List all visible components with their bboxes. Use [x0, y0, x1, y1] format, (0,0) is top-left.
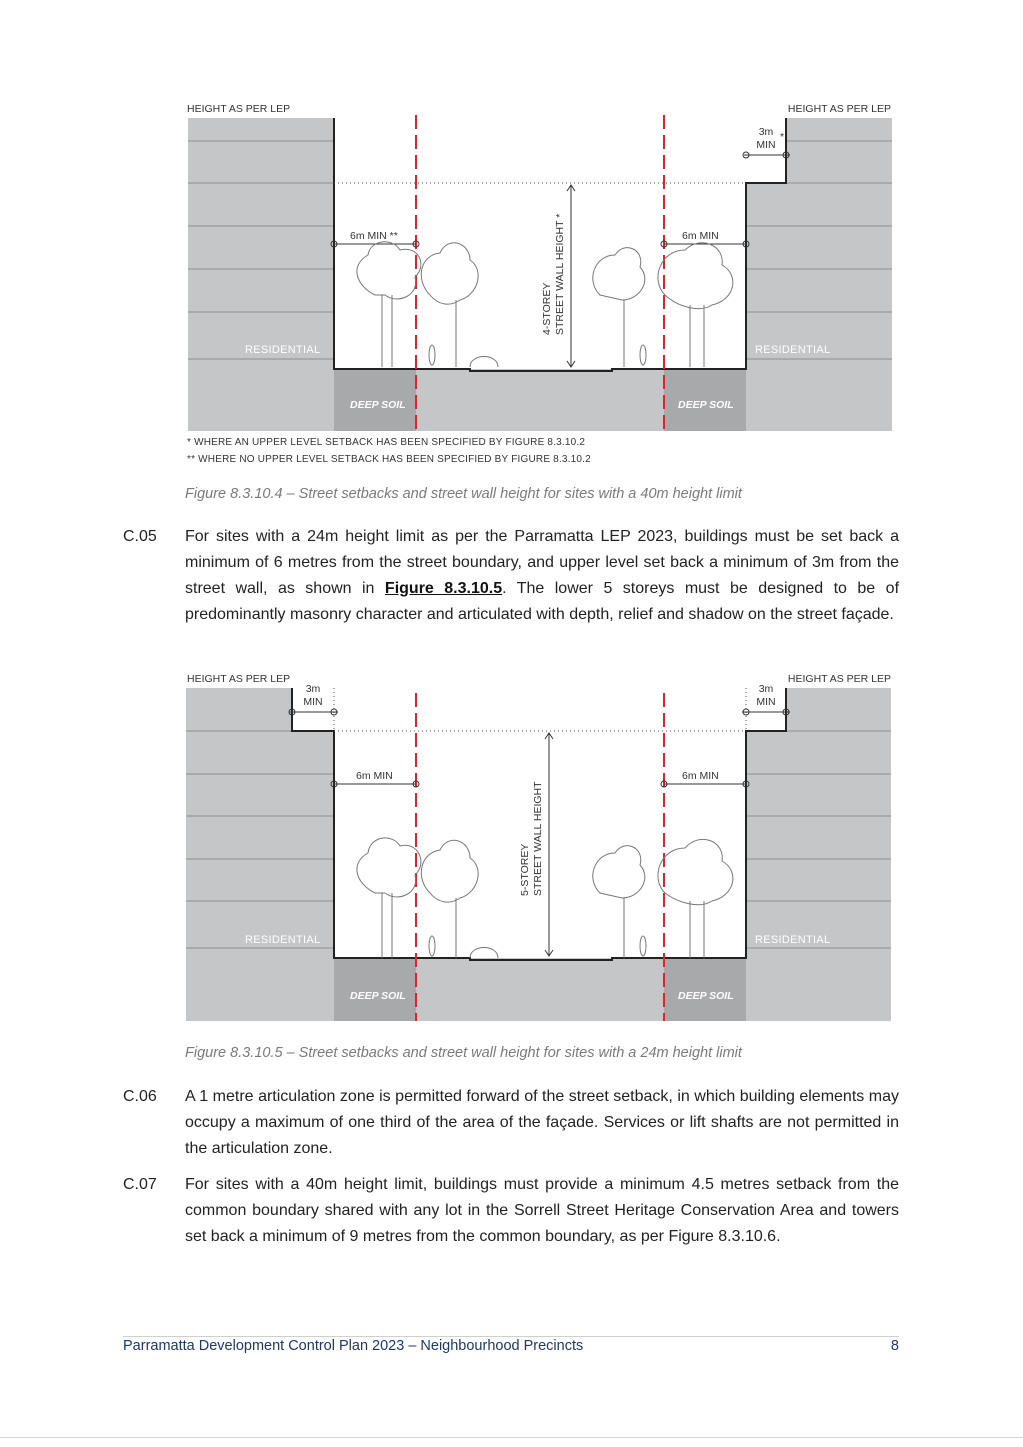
deep-soil-label-right: DEEP SOIL — [678, 990, 734, 1002]
setback-label-left: 6m MIN — [356, 770, 393, 782]
height-label-left: HEIGHT AS PER LEP — [187, 673, 291, 685]
right-building — [746, 688, 891, 1021]
residential-label-right: RESIDENTIAL — [755, 934, 831, 946]
clause-number-c06: C.06 — [123, 1088, 157, 1105]
height-label-left: HEIGHT AS PER LEP — [187, 103, 291, 115]
left-building — [188, 118, 334, 431]
left-building — [186, 688, 334, 1021]
deep-soil-label-right: DEEP SOIL — [678, 399, 734, 411]
figure-8-3-10-5-link[interactable]: Figure 8.3.10.5 — [384, 580, 503, 597]
clause-number-c07: C.07 — [123, 1176, 157, 1193]
upper-setback-min: MIN — [756, 139, 776, 151]
footer-document-title: Parramatta Development Control Plan 2023 – Neighbourhood Precincts — [123, 1338, 584, 1354]
figure-caption-2: Figure 8.3.10.5 – Street setbacks and street wall height for sites with a 24m height limit — [185, 1045, 742, 1061]
footer-divider — [123, 1336, 899, 1337]
clause-number-c05: C.05 — [123, 528, 157, 545]
upper-setback-left-min: MIN — [303, 696, 323, 708]
upper-setback-value: 3m — [758, 126, 774, 138]
height-label-right: HEIGHT AS PER LEP — [787, 103, 891, 115]
figure-note-1: * WHERE AN UPPER LEVEL SETBACK HAS BEEN SPECIFIED BY FIGURE 8.3.10.2 — [187, 437, 586, 448]
figure-8-3-10-5-diagram — [0, 668, 1023, 1024]
figure-caption-1: Figure 8.3.10.4 – Street setbacks and street wall height for sites with a 40m height limit — [185, 486, 742, 502]
setback-label-right: 6m MIN — [682, 770, 719, 782]
setback-label-left: 6m MIN ** — [350, 230, 398, 242]
wall-height-line1: 4-STOREY — [541, 282, 553, 335]
clause-c05-text-after: . The lower 5 storeys must be designed to be of predominantly masonry character and articulated with depth, relief and shadow on the street façade. — [185, 580, 900, 623]
footer-page-number: 8 — [890, 1338, 899, 1354]
residential-label-left: RESIDENTIAL — [245, 344, 321, 356]
wall-height-line2: STREET WALL HEIGHT * — [554, 213, 566, 335]
clause-text-c05 — [185, 524, 899, 628]
tree-illustrations — [357, 838, 733, 958]
upper-setback-right-value: 3m — [758, 683, 774, 695]
upper-setback-right-min: MIN — [756, 696, 776, 708]
right-building — [746, 118, 892, 431]
figure-8-3-10-4-diagram — [0, 95, 1023, 440]
wall-height-line1: 5-STOREY — [519, 843, 531, 896]
residential-label-left: RESIDENTIAL — [245, 934, 321, 946]
upper-setback-left-value: 3m — [305, 683, 321, 695]
wall-height-line2: STREET WALL HEIGHT — [532, 781, 544, 896]
figure-note-2: ** WHERE NO UPPER LEVEL SETBACK HAS BEEN SPECIFIED BY FIGURE 8.3.10.2 — [187, 454, 591, 465]
clause-text-c06: A 1 metre articulation zone is permitted forward of the street setback, in which building elements may occupy a maximum of one third of the area of the façade. Services or lift shafts are not permitted in the articulation zone. — [185, 1088, 899, 1157]
deep-soil-label-left: DEEP SOIL — [350, 990, 406, 1002]
setback-label-right: 6m MIN — [682, 230, 719, 242]
residential-label-right: RESIDENTIAL — [755, 344, 831, 356]
clause-c05-text-before: For sites with a 24m height limit as per the Parramatta LEP 2023, buildings must be set back a minimum of 6 metres from the street boundary, and upper level set back a minimum of 3m from the street wall, as shown in — [185, 528, 899, 597]
clause-text-c07: For sites with a 40m height limit, buildings must provide a minimum 4.5 metres setback from the common boundary shared with any lot in the Sorrell Street Heritage Conservation Area and towers set back a minimum of 9 metres from the common boundary, as per Figure 8.3.10.6. — [185, 1176, 899, 1245]
page-edge — [0, 1437, 1023, 1438]
upper-setback-mark: * — [780, 131, 785, 143]
deep-soil-label-left: DEEP SOIL — [350, 399, 406, 411]
height-label-right: HEIGHT AS PER LEP — [787, 673, 891, 685]
